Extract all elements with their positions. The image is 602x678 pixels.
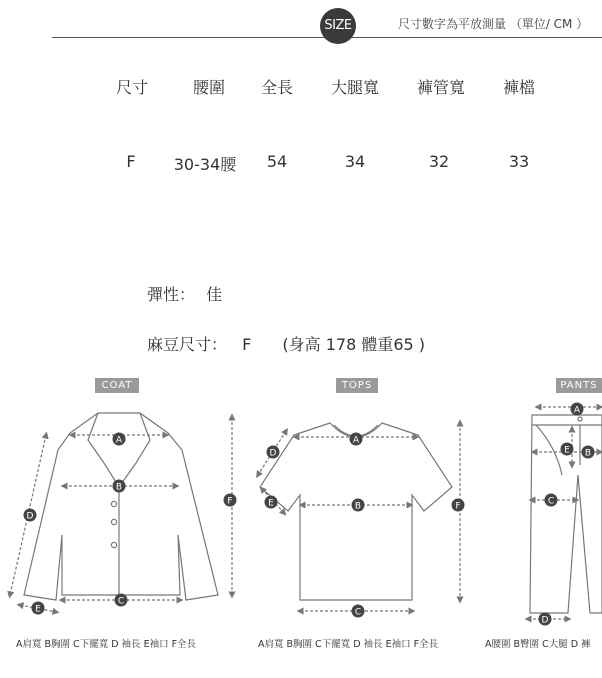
- tops-marker-b: [352, 499, 365, 512]
- coat-marker-a: [113, 433, 126, 446]
- cell-length: 54: [266, 152, 288, 171]
- pants-caption: A腰圍 B臀圍 C大腿 D 褲: [485, 639, 591, 650]
- svg-text:F: F: [455, 501, 461, 512]
- svg-text:C: C: [547, 496, 555, 507]
- svg-text:D: D: [269, 448, 277, 459]
- pants-marker-d: [539, 613, 552, 626]
- elasticity-line: [147, 282, 222, 305]
- cell-thigh: 34: [344, 152, 366, 171]
- cell-rise: 33: [508, 152, 530, 171]
- header-leg-opening: 褲管寬: [416, 78, 466, 97]
- elasticity-value: 佳: [206, 285, 223, 304]
- pants-marker-c: [545, 494, 558, 507]
- svg-text:E: E: [564, 445, 570, 456]
- cell-waist: 30-34腰: [173, 155, 237, 174]
- elasticity-label: 彈性：: [147, 285, 196, 304]
- svg-text:B: B: [584, 448, 592, 459]
- pants-marker-e: [561, 443, 574, 456]
- header-length: 全長: [260, 78, 294, 97]
- svg-text:A: A: [352, 435, 360, 446]
- header-size: 尺寸: [115, 78, 149, 97]
- header-waist: 腰圍: [192, 78, 226, 97]
- header-rise: 褲檔: [502, 78, 536, 97]
- model-size-label: 麻豆尺寸：: [147, 335, 228, 354]
- svg-text:C: C: [117, 596, 125, 607]
- svg-text:A: A: [573, 405, 581, 416]
- svg-text:D: D: [541, 615, 549, 626]
- coat-marker-f: [224, 494, 237, 507]
- tops-marker-a: [350, 433, 363, 446]
- cell-leg-opening: 32: [428, 152, 450, 171]
- tops-tag: TOPS: [336, 378, 378, 393]
- cell-size: F: [126, 152, 136, 171]
- garment-diagrams: [0, 395, 602, 630]
- svg-text:B: B: [115, 482, 123, 493]
- header-thigh: 大腿寬: [330, 78, 380, 97]
- model-size-detail: (身高 178 體重65 ): [282, 335, 426, 354]
- svg-text:E: E: [268, 498, 274, 509]
- model-size-line: [147, 332, 425, 355]
- size-badge: SIZE: [320, 8, 356, 44]
- measurement-note: 尺寸數字為平放測量 （單位/ CM ）: [398, 17, 589, 31]
- coat-caption: A肩寬 B胸圍 C下擺寬 D 袖長 E袖口 F全長: [16, 639, 197, 650]
- svg-text:C: C: [354, 607, 362, 618]
- svg-text:B: B: [354, 501, 362, 512]
- tops-diagram: [258, 423, 460, 611]
- tops-marker-e: [265, 496, 278, 509]
- coat-tag: COAT: [95, 378, 139, 393]
- pants-marker-a: [571, 403, 584, 416]
- coat-marker-b: [113, 480, 126, 493]
- tops-marker-d: [267, 446, 280, 459]
- pants-diagram: [528, 407, 602, 619]
- svg-text:E: E: [35, 604, 41, 615]
- svg-text:F: F: [227, 496, 233, 507]
- coat-marker-d: [24, 509, 37, 522]
- tops-marker-c: [352, 605, 365, 618]
- svg-text:D: D: [26, 511, 34, 522]
- tops-caption: A肩寬 B胸圍 C下擺寬 D 袖長 E袖口 F全長: [258, 639, 439, 650]
- tops-marker-f: [452, 499, 465, 512]
- pants-marker-b: [582, 446, 595, 459]
- coat-marker-c: [115, 594, 128, 607]
- coat-marker-e: [32, 602, 45, 615]
- pants-tag: PANTS: [556, 378, 602, 393]
- svg-text:A: A: [115, 435, 123, 446]
- model-size-value: F: [242, 335, 252, 354]
